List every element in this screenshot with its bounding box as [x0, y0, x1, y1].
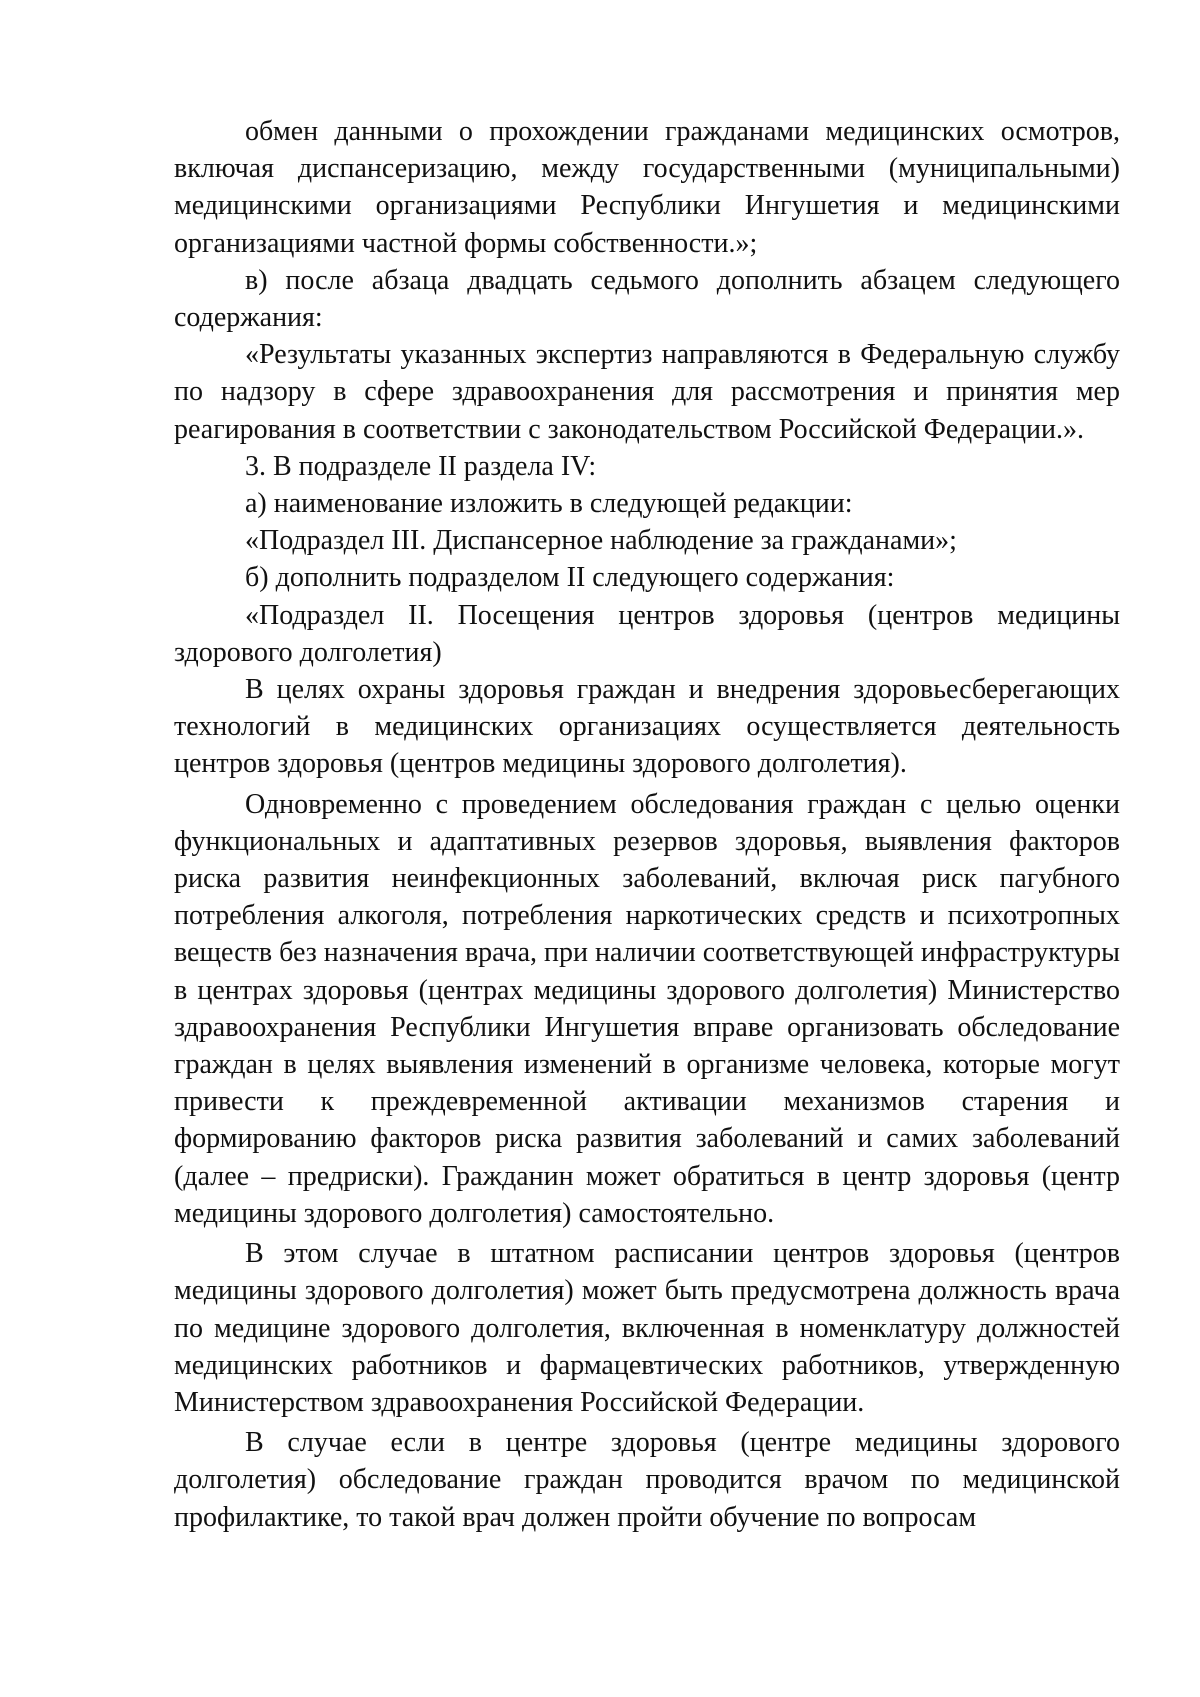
paragraph-expertise-results: «Результаты указанных экспертиз направляются в Федеральную службу по надзору в сфере здравоохранения для рассмотрения и принятия мер реагирования в соответствии с законодательством Российской Федерации.». [174, 339, 1120, 445]
paragraph-subsection-iii-title: «Подраздел III. Диспансерное наблюдение за гражданами»; [245, 525, 957, 557]
paragraph-item-a: а) наименование изложить в следующей редакции: [245, 488, 853, 520]
paragraph-item-b: б) дополнить подразделом II следующего содержания: [245, 562, 895, 594]
paragraph-subsection-ii-title: «Подраздел II. Посещения центров здоровья (центров медицины здорового долголетия) [174, 599, 1120, 668]
paragraph-point-3: 3. В подразделе II раздела IV: [245, 450, 597, 482]
paragraph-exchange-data: обмен данными о прохождении гражданами медицинских осмотров, включая диспансеризацию, между государственными (муниципальными) медицинскими организациями Республики Ингушетия и медицинскими организациями частной формы собственности.»; [174, 116, 1120, 259]
paragraph-examination: Одновременно с проведением обследования граждан с целью оценки функциональных и адаптативных резервов здоровья, выявления факторов риска развития неинфекционных заболеваний, включая риск пагубного потребления алкоголя, потребления наркотических средств и психотропных веществ без назначения врача, при наличии соответствующей инфраструктуры в центрах здоровья (центрах медицины здорового долголетия) Министерство здравоохранения Республики Ингушетия вправе организовать обследование граждан в целях выявления изменений в организме человека, которые могут привести к преждевременной активации механизмов старения и формированию факторов риска развития заболеваний и самих заболеваний (далее – предриски). Гражданин может обратиться в центр здоровья (центр медицины здорового долголетия) самостоятельно. [174, 788, 1120, 1229]
paragraph-item-v: в) после абзаца двадцать седьмого дополнить абзацем следующего содержания: [174, 264, 1120, 334]
paragraph-health-centers: В целях охраны здоровья граждан и внедрения здоровьесберегающих технологий в медицинских организациях осуществляется деятельность центров здоровья (центров медицины здорового долголетия). [174, 674, 1120, 780]
document-page [174, 113, 1120, 1536]
paragraph-prevention-doctor: В случае если в центре здоровья (центре медицины здорового долголетия) обследование граждан проводится врачом по медицинской профилактике, то такой врач должен пройти обучение по вопросам [174, 1427, 1120, 1533]
paragraph-staffing: В этом случае в штатном расписании центров здоровья (центров медицины здорового долголетия) может быть предусмотрена должность врача по медицине здорового долголетия, включенная в номенклатуру должностей медицинских работников и фармацевтических работников, утвержденную Министерством здравоохранения Российской Федерации. [174, 1238, 1120, 1418]
